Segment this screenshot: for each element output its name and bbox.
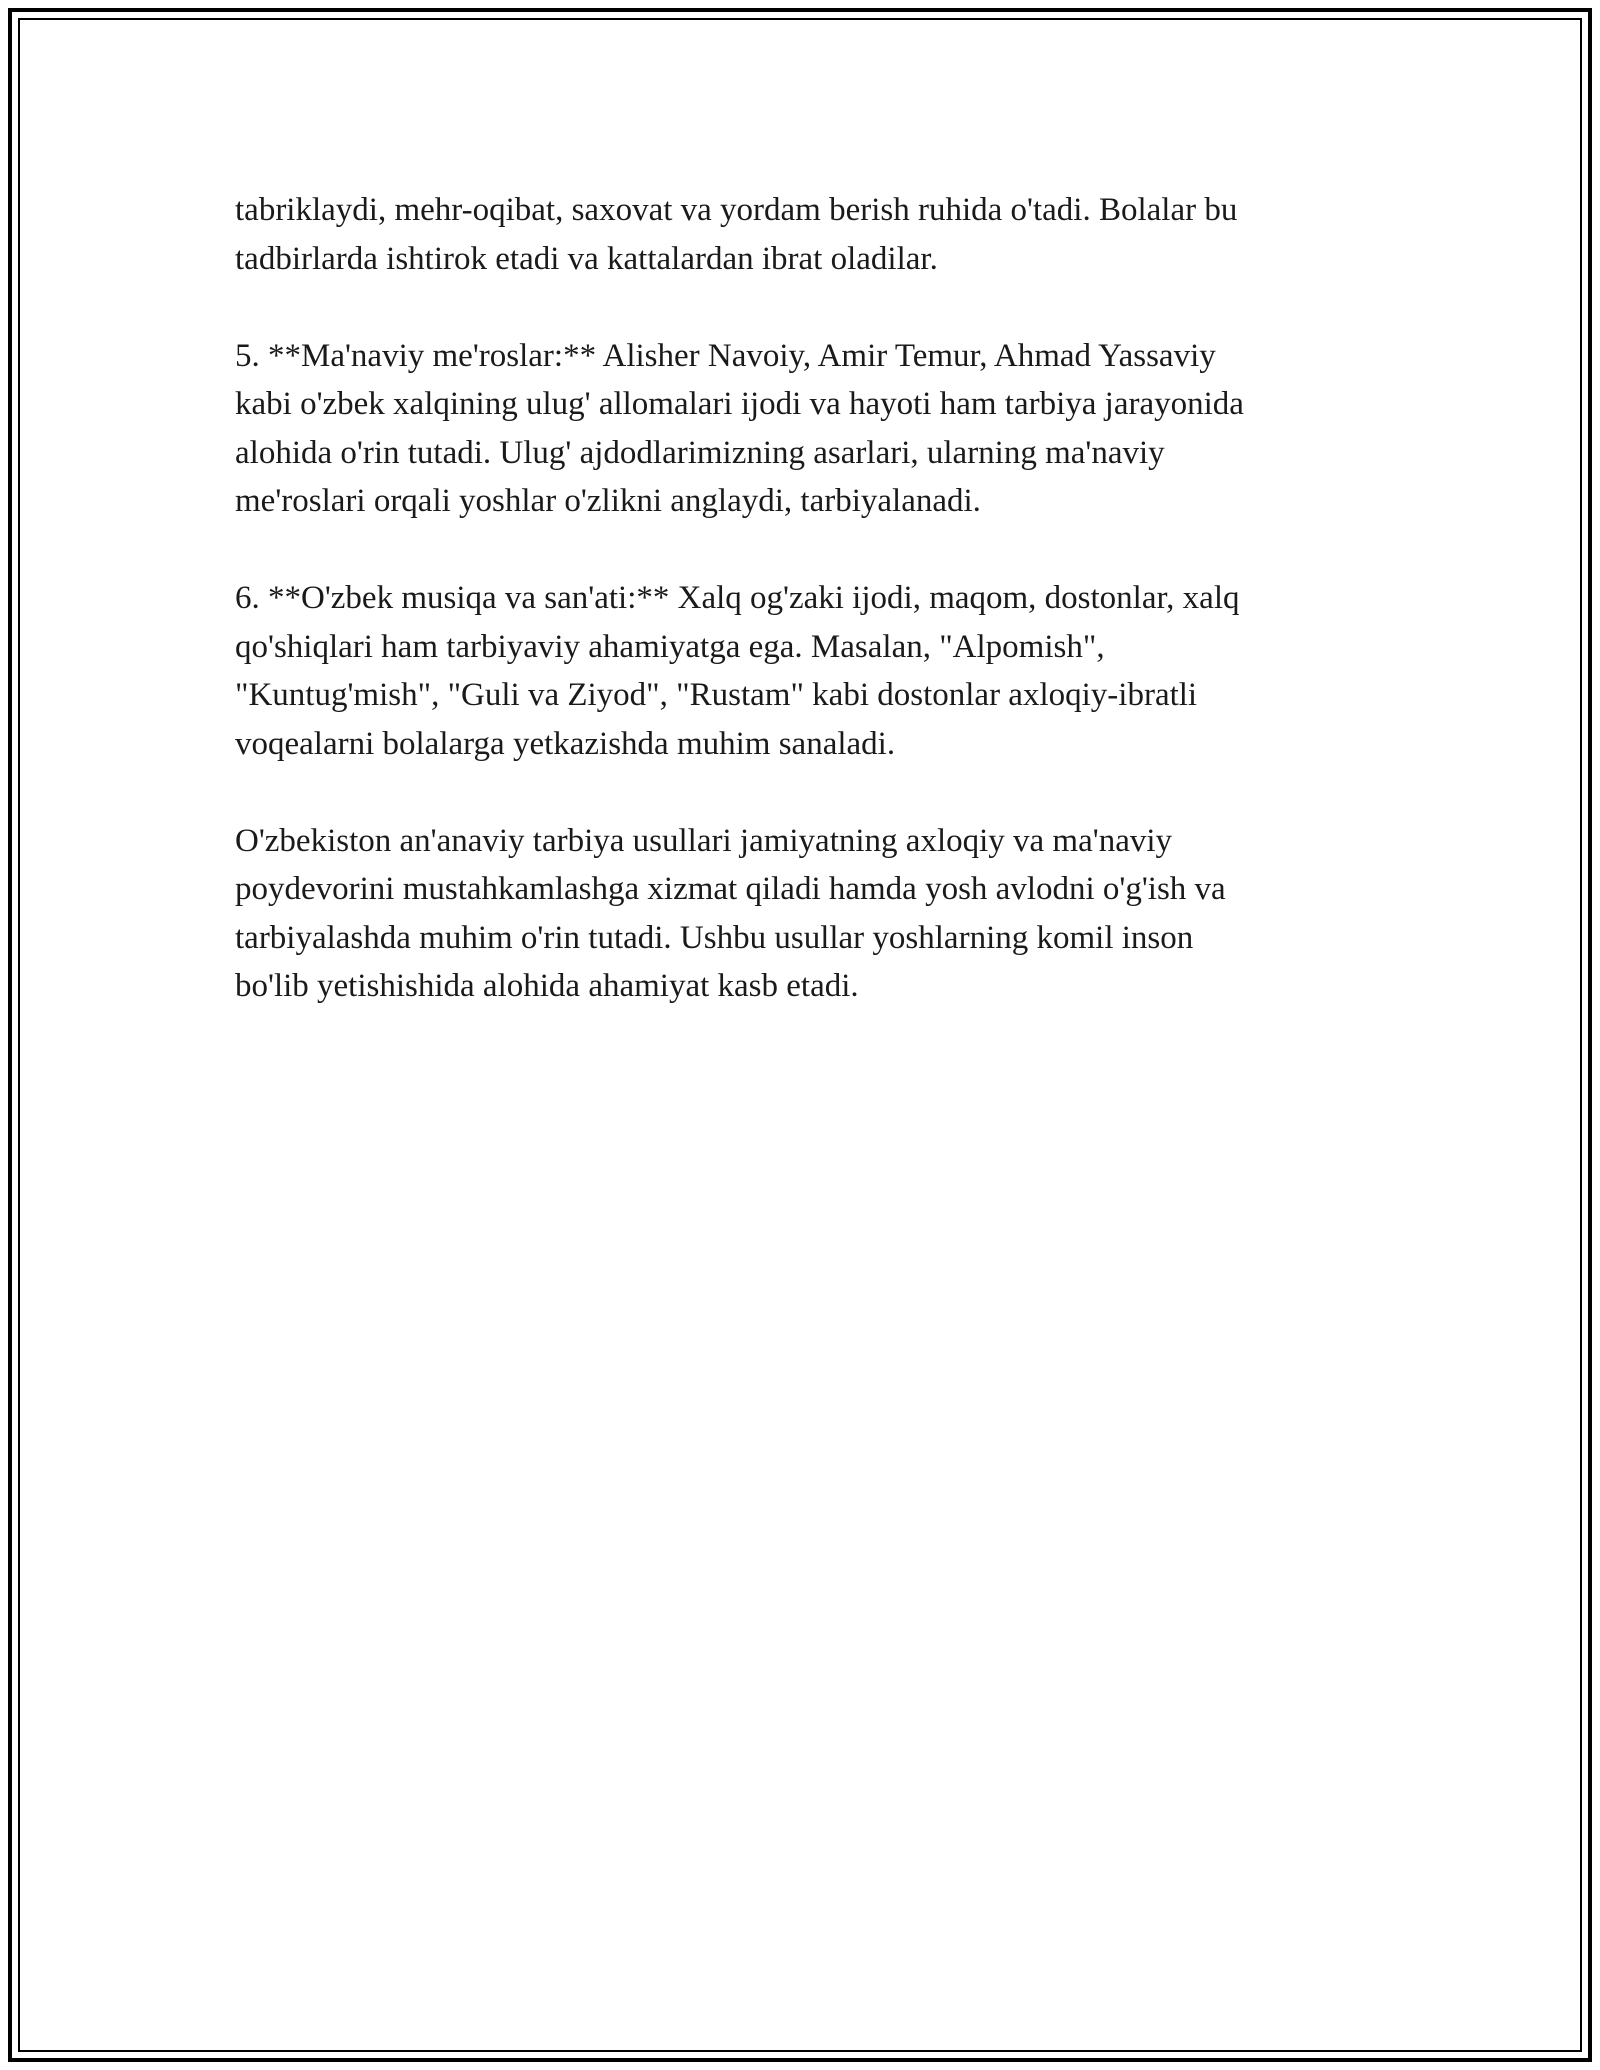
text-line: O'zbekiston an'anaviy tarbiya usullari jamiyatning axloqiy va ma'naviy [235, 822, 1173, 859]
text-line: alohida o'rin tutadi. Ulug' ajdodlarimizning asarlari, ularning ma'naviy [235, 434, 1165, 471]
paragraph-conclusion [235, 817, 1375, 1011]
text-line: 5. **Ma'naviy me'roslar:** Alisher Navoiy, Amir Temur, Ahmad Yassaviy [235, 337, 1216, 374]
paragraph-music-and-art [235, 574, 1375, 768]
text-line: me'roslari orqali yoshlar o'zlikni anglaydi, tarbiyalanadi. [235, 483, 981, 519]
text-line: "Kuntug'mish", "Guli va Ziyod", "Rustam" kabi dostonlar axloqiy-ibratli [235, 677, 1198, 713]
text-line: qo'shiqlari ham tarbiyaviy ahamiyatga ega. Masalan, "Alpomish", [235, 628, 1105, 665]
text-line: voqealarni bolalarga yetkazishda muhim sanaladi. [235, 725, 896, 762]
text-line: 6. **O'zbek musiqa va san'ati:** Xalq og'zaki ijodi, maqom, dostonlar, xalq [235, 580, 1240, 616]
paragraph-celebrations-continued [235, 186, 1375, 283]
text-line: poydevorini mustahkamlashga xizmat qiladi hamda yosh avlodni o'g'ish va [235, 871, 1226, 907]
text-line: tabriklaydi, mehr-oqibat, saxovat va yordam berish ruhida o'tadi. Bolalar bu [235, 192, 1238, 228]
paragraph-spiritual-heritage [235, 332, 1375, 526]
text-line: tarbiyalashda muhim o'rin tutadi. Ushbu usullar yoshlarning komil inson [235, 919, 1194, 956]
text-line: tadbirlarda ishtirok etadi va kattalardan ibrat oladilar. [235, 240, 938, 277]
document-body [235, 186, 1375, 1059]
text-line: kabi o'zbek xalqining ulug' allomalari ijodi va hayoti ham tarbiya jarayonida [235, 386, 1244, 422]
text-line: bo'lib yetishishida alohida ahamiyat kasb etadi. [235, 968, 859, 1004]
